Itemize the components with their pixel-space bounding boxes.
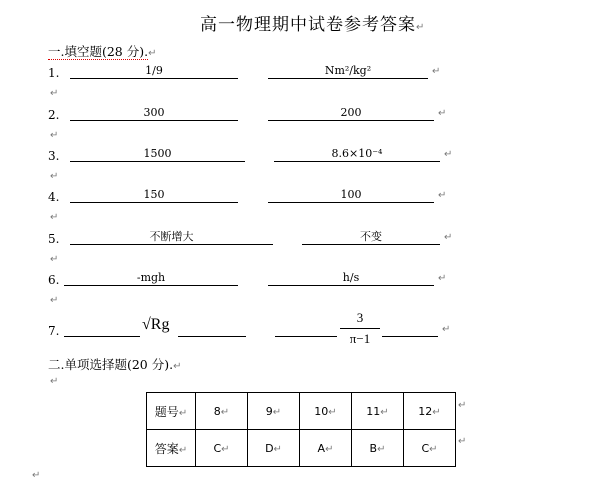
answer-blank: 200	[268, 106, 434, 121]
answer-table	[146, 392, 456, 467]
paragraph-mark: ↵	[50, 212, 59, 223]
table-header-answer: 答案↵	[147, 430, 196, 467]
question-number: 6.	[48, 273, 60, 287]
paragraph-mark: ↵	[442, 324, 451, 335]
paragraph-mark: ↵	[458, 400, 467, 411]
table-row-questions	[147, 393, 456, 430]
fraction-formula	[340, 310, 380, 347]
paragraph-mark: ↵	[50, 295, 59, 306]
paragraph-mark: ↵	[432, 66, 441, 77]
document-title: 高一物理期中试卷参考答案↵	[200, 15, 426, 35]
paragraph-mark: ↵	[50, 88, 59, 99]
paragraph-mark: ↵	[50, 130, 59, 141]
answer-blank-left	[64, 322, 140, 337]
answer-blank: 300	[70, 106, 238, 121]
answer-blank: 不断增大	[70, 230, 273, 245]
table-cell: C↵	[196, 430, 248, 467]
fraction-denominator: π−1	[349, 331, 371, 346]
paragraph-mark: ↵	[438, 108, 447, 119]
question-number: 3.	[48, 149, 60, 163]
table-cell: 8↵	[196, 393, 248, 430]
table-cell: 10↵	[300, 393, 352, 430]
table-cell: 11↵	[352, 393, 404, 430]
answer-blank: -mgh	[64, 271, 238, 286]
section-fill-blank-heading: 一.填空题(28 分).↵	[48, 44, 157, 59]
paragraph-mark: ↵	[438, 273, 447, 284]
answer-blank-left	[275, 322, 337, 337]
paragraph-mark: ↵	[458, 436, 467, 447]
answer-blank: 100	[268, 188, 434, 203]
question-number: 7.	[48, 324, 60, 338]
answer-blank: 1/9	[70, 64, 238, 79]
paragraph-mark: ↵	[50, 171, 59, 182]
question-number: 5.	[48, 232, 60, 246]
answer-blank: Nm²/kg²	[268, 64, 428, 79]
table-cell: D↵	[248, 430, 300, 467]
paragraph-mark: ↵	[438, 190, 447, 201]
paragraph-mark: ↵	[444, 149, 453, 160]
answer-blank: 1500	[70, 147, 245, 162]
answer-blank: 不变	[302, 230, 440, 245]
sqrt-rg-formula: √Rg	[142, 316, 170, 333]
table-header-question: 题号↵	[147, 393, 196, 430]
fraction-numerator: 3	[356, 310, 364, 325]
paragraph-mark: ↵	[32, 470, 41, 481]
table-cell: 9↵	[248, 393, 300, 430]
table-cell: A↵	[300, 430, 352, 467]
question-number: 4.	[48, 190, 60, 204]
section-choice-heading: 二.单项选择题(20 分).↵	[48, 357, 182, 372]
paragraph-mark: ↵	[50, 376, 59, 387]
answer-blank-right	[382, 322, 438, 337]
answer-blank-right	[178, 322, 246, 337]
paragraph-mark: ↵	[444, 232, 453, 243]
table-row-answers	[147, 430, 456, 467]
answer-blank: 8.6×10⁻⁴	[274, 147, 440, 162]
paragraph-mark: ↵	[50, 254, 59, 265]
answer-blank: 150	[70, 188, 238, 203]
table-cell: B↵	[352, 430, 404, 467]
answer-blank: h/s	[268, 271, 434, 286]
table-cell: C↵	[404, 430, 456, 467]
question-number: 2.	[48, 108, 60, 122]
table-cell: 12↵	[404, 393, 456, 430]
fraction-bar	[340, 328, 380, 329]
question-number: 1.	[48, 66, 60, 80]
